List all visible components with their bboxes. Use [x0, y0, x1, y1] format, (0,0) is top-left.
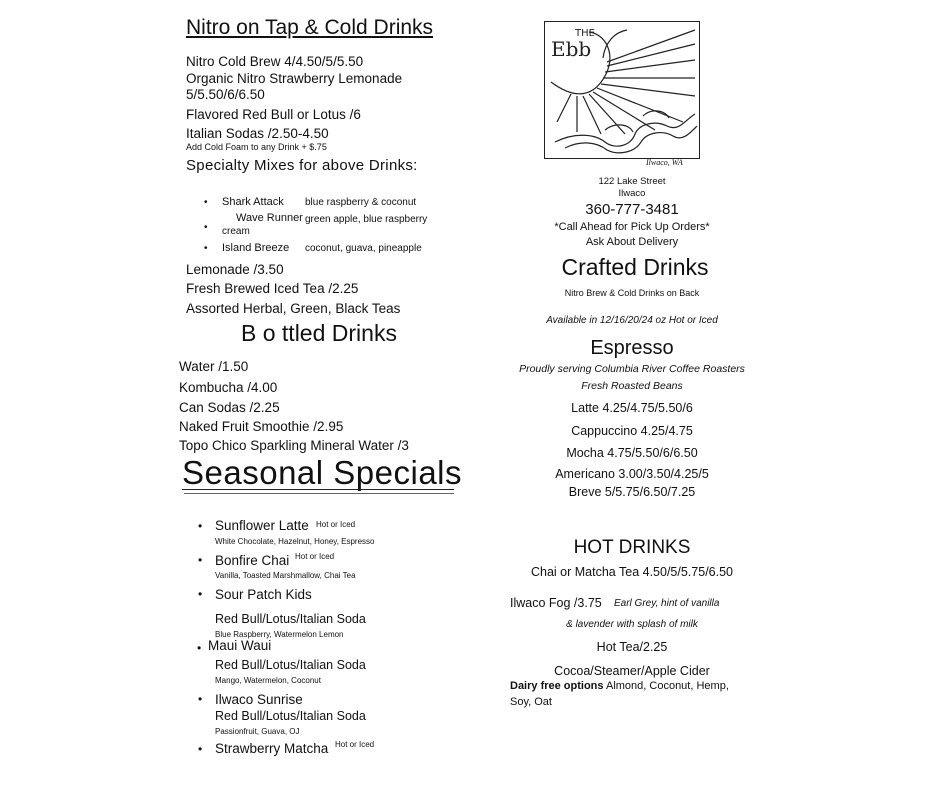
menu-item: Can Sodas /2.25 [179, 400, 280, 415]
seasonal-desc: Vanilla, Toasted Marshmallow, Chai Tea [215, 571, 356, 580]
bullet: • [204, 222, 208, 233]
address: 122 Lake Street [598, 176, 666, 187]
bullet: • [198, 587, 203, 601]
espresso-item: Cappuccino 4.25/4.75 [571, 424, 693, 438]
menu-item: Flavored Red Bull or Lotus /6 [186, 107, 361, 122]
logo-the: THE [575, 28, 595, 39]
crafted-title: Crafted Drinks [561, 254, 709, 280]
menu-item: Nitro Cold Brew 4/4.50/5/5.50 [186, 54, 364, 69]
mix-name: Island Breeze [222, 242, 290, 254]
espresso-item: Latte 4.25/4.75/5.50/6 [571, 401, 693, 415]
menu-item: Assorted Herbal, Green, Black Teas [186, 301, 401, 316]
menu-item: Organic Nitro Strawberry Lemonade [186, 71, 403, 86]
menu-item: Topo Chico Sparkling Mineral Water /3 [179, 438, 409, 453]
seasonal-base: Red Bull/Lotus/Italian Soda [215, 658, 366, 672]
espresso-title: Espresso [590, 337, 674, 359]
seasonal-underline [182, 489, 454, 490]
seasonal-name: Maui Waui [208, 638, 272, 653]
bullet: • [198, 519, 203, 533]
the-ebb-logo [544, 21, 700, 159]
cocoa-item: Cocoa/Steamer/Apple Cider [554, 664, 710, 678]
bottled-title: B o ttled Drinks [241, 320, 397, 346]
espresso-item: Mocha 4.75/5.50/6/6.50 [566, 446, 698, 460]
dairy-opts: Almond, Coconut, Hemp, [603, 680, 729, 692]
menu-item: Naked Fruit Smoothie /2.95 [179, 419, 344, 434]
bullet: • [198, 553, 203, 567]
mix-name: Wave Runner [236, 212, 303, 224]
seasonal-note: Hot or Iced [295, 552, 335, 561]
bullet: • [197, 641, 202, 655]
roaster-note: Proudly serving Columbia River Coffee Roasters [519, 363, 745, 375]
mix-name: cream [222, 226, 250, 237]
menu-item: Italian Sodas /2.50-4.50 [186, 126, 329, 141]
menu-item: Kombucha /4.00 [179, 380, 278, 395]
fog-desc: Earl Grey, hint of vanilla [614, 598, 720, 609]
seasonal-name: Strawberry Matcha [215, 741, 329, 756]
hot-tea-item: Hot Tea/2.25 [596, 640, 668, 654]
sizes-note: Available in 12/16/20/24 oz Hot or Iced [546, 315, 718, 326]
phone: 360-777-3481 [585, 201, 679, 218]
fresh-note: Fresh Roasted Beans [581, 380, 683, 392]
seasonal-title: Seasonal Specials [182, 454, 463, 491]
pickup-note: *Call Ahead for Pick Up Orders* [554, 221, 710, 233]
seasonal-name: Sunflower Latte [215, 518, 309, 533]
menu-item: Water /1.50 [179, 359, 249, 374]
seasonal-desc: White Chocolate, Hazelnut, Honey, Espresso [215, 537, 375, 546]
seasonal-desc: Blue Raspberry, Watermelon Lemon [215, 630, 344, 639]
crafted-note: Nitro Brew & Cold Drinks on Back [564, 288, 700, 298]
bullet: • [204, 243, 208, 254]
seasonal-name: Sour Patch Kids [215, 587, 312, 602]
bullet: • [198, 692, 203, 706]
city: Ilwaco [618, 188, 646, 199]
chai-item: Chai or Matcha Tea 4.50/5/5.75/6.50 [531, 565, 733, 579]
cold-foam-note: Add Cold Foam to any Drink + $.75 [186, 142, 327, 152]
hot-drinks-title: HOT DRINKS [573, 537, 691, 558]
dairy-label: Dairy free options [510, 680, 604, 692]
mix-desc: green apple, blue raspberry [305, 214, 428, 225]
dairy-options [510, 680, 729, 692]
menu-item: Fresh Brewed Iced Tea /2.25 [186, 281, 359, 296]
seasonal-underline-shadow [184, 493, 454, 494]
logo-ebb: Ebb [551, 37, 592, 61]
dairy-opts-2: Soy, Oat [510, 696, 552, 708]
menu-item: Lemonade /3.50 [186, 262, 284, 277]
seasonal-note: Hot or Iced [316, 520, 356, 529]
seasonal-note: Hot or Iced [335, 740, 375, 749]
fog-desc: & lavender with splash of milk [566, 619, 698, 630]
delivery-note: Ask About Delivery [585, 236, 679, 248]
menu-item: 5/5.50/6/6.50 [186, 87, 265, 102]
mix-desc: coconut, guava, pineapple [305, 243, 422, 254]
seasonal-name: Ilwaco Sunrise [215, 692, 303, 707]
seasonal-base: Red Bull/Lotus/Italian Soda [215, 709, 366, 723]
sun-wave-logo-icon [545, 22, 699, 158]
seasonal-desc: Mango, Watermelon, Coconut [215, 676, 321, 685]
espresso-item: Americano 3.00/3.50/4.25/5 [555, 467, 709, 481]
mix-desc: blue raspberry & coconut [305, 197, 417, 208]
seasonal-base: Red Bull/Lotus/Italian Soda [215, 612, 366, 626]
fog-item: Ilwaco Fog /3.75 [510, 596, 602, 610]
logo-place: Ilwaco, WA [646, 158, 683, 167]
specialty-title: Specialty Mixes for above Drinks: [186, 157, 418, 174]
mix-name: Shark Attack [222, 196, 284, 208]
bullet: • [204, 197, 208, 208]
seasonal-desc: Passionfruit, Guava, OJ [215, 727, 300, 736]
bullet: • [198, 742, 203, 756]
seasonal-name: Bonfire Chai [215, 553, 290, 568]
nitro-title: Nitro on Tap & Cold Drinks [186, 16, 434, 39]
espresso-item: Breve 5/5.75/6.50/7.25 [568, 485, 696, 499]
